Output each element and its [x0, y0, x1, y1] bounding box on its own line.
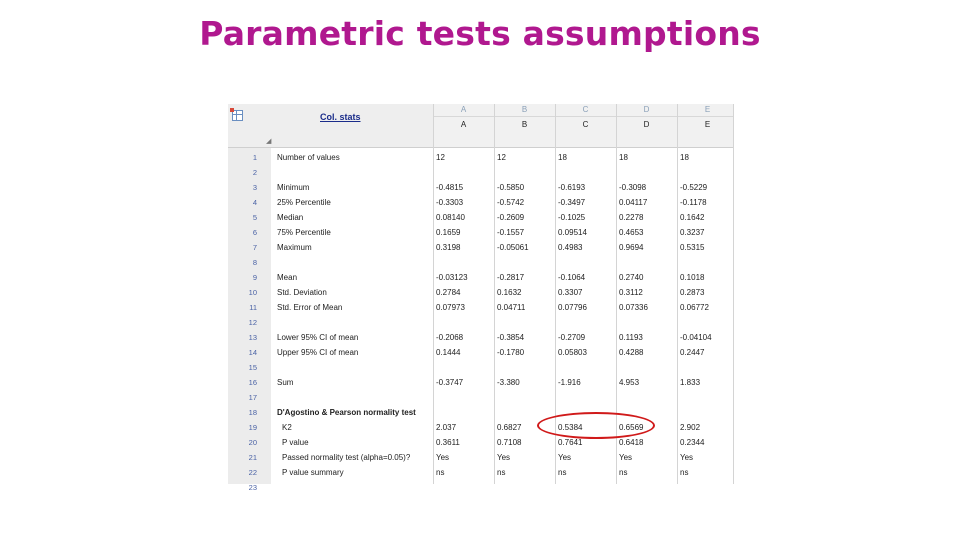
- table-cell[interactable]: 0.2740: [619, 273, 644, 282]
- table-cell[interactable]: -0.05061: [497, 243, 529, 252]
- table-cell[interactable]: -0.1025: [558, 213, 586, 222]
- table-cell[interactable]: 0.4288: [619, 348, 644, 357]
- table-cell[interactable]: 0.4653: [619, 228, 644, 237]
- column-title: C: [582, 120, 589, 129]
- row-number[interactable]: 4: [252, 198, 257, 207]
- table-cell[interactable]: -0.1557: [497, 228, 525, 237]
- row-number[interactable]: 5: [252, 213, 257, 222]
- table-cell[interactable]: -0.4815: [436, 183, 464, 192]
- row-label[interactable]: 25% Percentile: [277, 198, 331, 207]
- column-title: D: [643, 120, 650, 129]
- table-cell[interactable]: 0.07336: [619, 303, 648, 312]
- table-cell[interactable]: -0.3747: [436, 378, 464, 387]
- table-cell[interactable]: -0.1178: [680, 198, 707, 207]
- column-header-e[interactable]: [677, 104, 738, 147]
- table-row: [228, 195, 734, 210]
- table-cell[interactable]: 0.3611: [436, 438, 460, 447]
- table-cell[interactable]: 0.1018: [680, 273, 705, 282]
- table-row: [228, 180, 734, 195]
- table-row: [228, 360, 734, 375]
- table-row: [228, 300, 734, 315]
- table-cell[interactable]: 0.1193: [619, 333, 643, 342]
- row-label[interactable]: Median: [277, 213, 304, 222]
- table-cell[interactable]: -0.1780: [497, 348, 525, 357]
- table-cell[interactable]: 0.2447: [680, 348, 705, 357]
- table-cell[interactable]: -0.3497: [558, 198, 586, 207]
- row-label[interactable]: Lower 95% CI of mean: [277, 333, 359, 342]
- table-cell[interactable]: -0.1064: [558, 273, 586, 282]
- row-number[interactable]: 19: [248, 423, 257, 432]
- column-letter: A: [460, 105, 467, 114]
- table-cell[interactable]: 0.3198: [436, 243, 461, 252]
- row-label[interactable]: Std. Deviation: [277, 288, 327, 297]
- table-row: [228, 435, 734, 450]
- row-label[interactable]: Number of values: [277, 153, 340, 162]
- table-icon-badge: [230, 108, 234, 112]
- table-cell[interactable]: -0.3303: [436, 198, 464, 207]
- table-cell[interactable]: 0.6827: [497, 423, 522, 432]
- row-label[interactable]: Minimum: [277, 183, 310, 192]
- table-cell[interactable]: 0.1632: [497, 288, 522, 297]
- table-name[interactable]: Col. stats: [320, 112, 361, 122]
- table-row: [228, 465, 734, 480]
- table-cell[interactable]: 18: [619, 153, 628, 162]
- table-row: [228, 255, 734, 270]
- table-cell[interactable]: -0.2817: [497, 273, 525, 282]
- table-cell[interactable]: 0.4983: [558, 243, 583, 252]
- table-cell[interactable]: 0.3307: [558, 288, 583, 297]
- row-number[interactable]: 21: [248, 453, 257, 462]
- table-cell[interactable]: 0.04117: [619, 198, 648, 207]
- table-cell[interactable]: 0.5384: [558, 423, 583, 432]
- row-number[interactable]: 13: [248, 333, 257, 342]
- row-number[interactable]: 18: [248, 408, 257, 417]
- table-cell[interactable]: 0.9694: [619, 243, 644, 252]
- row-number[interactable]: 20: [248, 438, 257, 447]
- table-cell[interactable]: 0.7641: [558, 438, 583, 447]
- column-header-b[interactable]: [494, 104, 555, 147]
- table-cell[interactable]: 0.6569: [619, 423, 644, 432]
- sort-indicator-icon[interactable]: ◢: [266, 138, 272, 145]
- table-cell[interactable]: 2.902: [680, 423, 701, 432]
- table-cell[interactable]: Yes: [619, 453, 633, 462]
- row-label[interactable]: P value summary: [282, 468, 344, 477]
- table-row: [228, 450, 734, 465]
- slide-title: Parametric tests assumptions: [199, 14, 761, 53]
- row-number[interactable]: 16: [248, 378, 257, 387]
- table-icon[interactable]: [232, 110, 243, 121]
- table-cell[interactable]: -1.916: [558, 378, 581, 387]
- table-cell[interactable]: 0.3112: [619, 288, 643, 297]
- table-cell[interactable]: 0.2873: [680, 288, 705, 297]
- table-row: [228, 390, 734, 405]
- table-cell[interactable]: ns: [619, 468, 628, 477]
- row-label[interactable]: Mean: [277, 273, 298, 282]
- table-cell[interactable]: 18: [558, 153, 567, 162]
- column-title: A: [460, 120, 467, 129]
- table-cell[interactable]: -0.3098: [619, 183, 647, 192]
- table-cell[interactable]: 0.7108: [497, 438, 522, 447]
- table-cell[interactable]: 0.08140: [436, 213, 465, 222]
- table-cell[interactable]: 0.04711: [497, 303, 526, 312]
- table-row: [228, 240, 734, 255]
- table-cell[interactable]: -0.2609: [497, 213, 525, 222]
- table-row: [228, 480, 734, 495]
- table-row: [228, 150, 734, 165]
- header-bottom-border: [228, 147, 734, 148]
- row-label[interactable]: P value: [282, 438, 309, 447]
- row-number[interactable]: 1: [252, 153, 257, 162]
- table-cell[interactable]: 12: [436, 153, 445, 162]
- table-cell[interactable]: -0.03123: [436, 273, 468, 282]
- row-number[interactable]: 22: [248, 468, 257, 477]
- table-cell[interactable]: 2.037: [436, 423, 457, 432]
- column-letter: B: [521, 105, 528, 114]
- row-label[interactable]: Upper 95% CI of mean: [277, 348, 359, 357]
- table-cell[interactable]: ns: [558, 468, 567, 477]
- table-cell[interactable]: 0.2784: [436, 288, 461, 297]
- column-header-a[interactable]: [433, 104, 494, 147]
- table-cell[interactable]: -0.2709: [558, 333, 586, 342]
- table-cell[interactable]: -0.6193: [558, 183, 586, 192]
- row-number[interactable]: 3: [252, 183, 257, 192]
- table-cell[interactable]: 0.07796: [558, 303, 587, 312]
- column-header-c[interactable]: [555, 104, 616, 147]
- table-row: [228, 225, 734, 240]
- row-number[interactable]: 7: [252, 243, 257, 252]
- table-row: [228, 345, 734, 360]
- table-row: [228, 420, 734, 435]
- table-cell[interactable]: -0.5742: [497, 198, 525, 207]
- row-number[interactable]: 11: [249, 303, 257, 312]
- row-number[interactable]: 8: [252, 258, 257, 267]
- column-title: E: [704, 120, 711, 129]
- row-number[interactable]: 9: [252, 273, 257, 282]
- table-cell[interactable]: -0.3854: [497, 333, 525, 342]
- row-number[interactable]: 14: [248, 348, 257, 357]
- row-number[interactable]: 10: [248, 288, 257, 297]
- table-row: [228, 405, 734, 420]
- table-cell[interactable]: 0.07973: [436, 303, 465, 312]
- table-cell[interactable]: 0.09514: [558, 228, 587, 237]
- table-cell[interactable]: Yes: [497, 453, 511, 462]
- row-label[interactable]: Std. Error of Mean: [277, 303, 343, 312]
- column-letter: D: [643, 105, 650, 114]
- table-cell[interactable]: 0.1444: [436, 348, 461, 357]
- table-row: [228, 315, 734, 330]
- row-label[interactable]: Passed normality test (alpha=0.05)?: [282, 453, 411, 462]
- row-number[interactable]: 6: [252, 228, 257, 237]
- row-number[interactable]: 2: [252, 168, 257, 177]
- table-cell[interactable]: 0.1659: [436, 228, 461, 237]
- table-cell[interactable]: 0.3237: [680, 228, 705, 237]
- table-cell[interactable]: 4.953: [619, 378, 640, 387]
- table-cell[interactable]: Yes: [436, 453, 450, 462]
- table-cell[interactable]: 1.833: [680, 378, 701, 387]
- table-cell[interactable]: -3.380: [497, 378, 520, 387]
- table-row: [228, 165, 734, 180]
- table-cell[interactable]: 0.2278: [619, 213, 644, 222]
- table-cell[interactable]: Yes: [558, 453, 572, 462]
- table-cell[interactable]: Yes: [680, 453, 694, 462]
- table-cell[interactable]: -0.2068: [436, 333, 464, 342]
- table-cell[interactable]: 18: [680, 153, 689, 162]
- table-row: [228, 270, 734, 285]
- row-number[interactable]: 12: [248, 318, 257, 327]
- table-row: [228, 330, 734, 345]
- row-number[interactable]: 17: [248, 393, 257, 402]
- row-label[interactable]: Maximum: [277, 243, 312, 252]
- table-cell[interactable]: 0.05803: [558, 348, 587, 357]
- row-label[interactable]: Sum: [277, 378, 294, 387]
- table-cell[interactable]: 0.06772: [680, 303, 709, 312]
- column-title: B: [521, 120, 528, 129]
- table-cell[interactable]: -0.5229: [680, 183, 708, 192]
- row-label[interactable]: 75% Percentile: [277, 228, 331, 237]
- column-header-d[interactable]: [616, 104, 677, 147]
- results-sheet: [228, 104, 734, 492]
- table-header-corner: [228, 104, 433, 147]
- row-number[interactable]: 15: [248, 363, 257, 372]
- column-letter: E: [704, 105, 711, 114]
- table-cell[interactable]: 0.1642: [680, 213, 705, 222]
- table-cell[interactable]: 0.2344: [680, 438, 705, 447]
- row-label[interactable]: D'Agostino & Pearson normality test: [277, 408, 416, 417]
- table-cell[interactable]: 12: [497, 153, 506, 162]
- table-row: [228, 285, 734, 300]
- table-cell[interactable]: ns: [680, 468, 689, 477]
- table-row: [228, 375, 734, 390]
- table-row: [228, 210, 734, 225]
- table-cell[interactable]: -0.04104: [680, 333, 712, 342]
- row-number[interactable]: 23: [248, 483, 257, 492]
- column-letter: C: [582, 105, 589, 114]
- table-cell[interactable]: ns: [436, 468, 445, 477]
- table-cell[interactable]: ns: [497, 468, 506, 477]
- row-label[interactable]: K2: [282, 423, 292, 432]
- highlight-ellipse: [537, 412, 655, 439]
- table-cell[interactable]: 0.6418: [619, 438, 644, 447]
- table-cell[interactable]: 0.5315: [680, 243, 705, 252]
- table-cell[interactable]: -0.5850: [497, 183, 525, 192]
